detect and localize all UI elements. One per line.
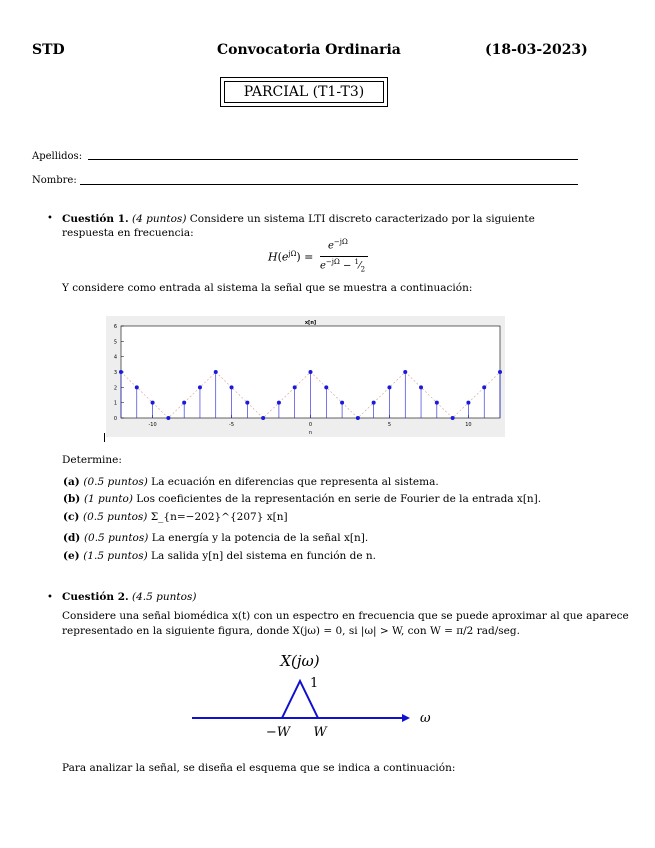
x-tick-label: 0	[308, 422, 313, 428]
item-points: (1 punto)	[83, 493, 137, 505]
stem-point	[498, 370, 502, 374]
determine-label: Determine:	[62, 454, 122, 466]
title-box	[220, 77, 388, 107]
y-tick-label: 2	[113, 385, 117, 392]
item-points: (1.5 puntos)	[83, 550, 152, 562]
stem-point	[387, 385, 391, 389]
q1-item-a	[63, 475, 439, 489]
spectrum-plot	[180, 645, 440, 745]
exam-title: PARCIAL (T1-T3)	[224, 81, 384, 103]
q2-intro2: representado en la siguiente figura, donde X(jω) = 0, si |ω| > W, con W = π/2 rad/seg.	[62, 625, 520, 637]
item-text: Los coeficientes de la representación en serie de Fourier de la entrada x[n].	[136, 493, 542, 505]
apellidos-label: Apellidos:	[32, 151, 83, 162]
apellidos-field[interactable]	[88, 159, 578, 160]
stem-point	[293, 385, 297, 389]
stem-point	[403, 370, 407, 374]
q1-input-text: Y considere como entrada al sistema la señal que se muestra a continuación:	[62, 282, 473, 294]
q1-intro	[62, 212, 580, 240]
item-text: Σ_{n=−202}^{207} x[n]	[150, 511, 288, 523]
stem-point	[119, 370, 123, 374]
exam-date: (18-03-2023)	[485, 42, 588, 58]
item-text: La salida y[n] del sistema en función de n.	[151, 550, 377, 562]
stem-point	[198, 385, 202, 389]
q1-intro-text: Considere un sistema LTI discreto caracterizado por la siguiente respuesta en frecuencia:	[62, 213, 535, 239]
q1-points: (4 puntos)	[132, 213, 187, 225]
x-tick-label: 10	[465, 422, 472, 428]
neg-w-label: −W	[265, 725, 291, 740]
x-tick-label: -10	[148, 422, 157, 428]
plot-marker	[104, 433, 105, 442]
y-tick-label: 0	[113, 416, 117, 422]
input-signal-plot	[106, 316, 505, 437]
item-points: (0.5 puntos)	[83, 511, 151, 523]
nombre-field[interactable]	[80, 184, 578, 185]
stem-axes	[114, 320, 500, 436]
stem-point	[261, 416, 265, 420]
item-tag: (a)	[63, 476, 84, 488]
y-tick-label: 6	[113, 324, 117, 330]
item-tag: (e)	[63, 550, 84, 562]
item-tag: (d)	[63, 532, 84, 544]
stem-point	[151, 401, 155, 405]
q1-label: Cuestión 1.	[62, 213, 129, 225]
stem-point	[182, 401, 186, 405]
q1-item-b	[63, 492, 541, 506]
stem-point	[214, 370, 218, 374]
y-tick-label: 1	[113, 400, 117, 407]
stem-point	[166, 416, 170, 420]
q2-points: (4.5 puntos)	[132, 591, 197, 603]
item-points: (0.5 puntos)	[83, 532, 152, 544]
bullet-q1: •	[47, 213, 53, 224]
spectrum-triangle	[264, 681, 336, 718]
bullet-q2: •	[47, 592, 53, 603]
plot-title: x[n]	[304, 320, 317, 326]
q1-item-e	[63, 549, 376, 563]
stem-point	[419, 385, 423, 389]
stem-point	[466, 401, 470, 405]
y-tick-label: 3	[113, 370, 117, 376]
q2-intro1: Considere una señal biomédica x(t) con un espectro en frecuencia que se puede aproximar al que aparece	[62, 610, 629, 622]
q2-header	[62, 590, 196, 604]
spectrum-title: X(jω)	[280, 652, 320, 670]
stem-point	[245, 401, 249, 405]
item-tag: (b)	[63, 493, 84, 505]
item-text: La energía y la potencia de la señal x[n].	[151, 532, 369, 544]
stem-point	[340, 401, 344, 405]
stem-point	[372, 401, 376, 405]
exam-session: Convocatoria Ordinaria	[217, 42, 401, 58]
transfer-function: $H(e^{j\Omega})$ = $e^{-j\Omega}$ $e^{-j\Omega}$ − $^1⁄_2$	[268, 244, 388, 274]
stem-point	[451, 416, 455, 420]
stem-point	[277, 401, 281, 405]
item-text: La ecuación en diferencias que representa al sistema.	[151, 476, 439, 488]
stem-point	[309, 370, 313, 374]
spectrum-marks	[192, 652, 431, 740]
q1-item-d	[63, 531, 368, 545]
x-tick-label: 5	[387, 422, 392, 428]
stem-point	[482, 385, 486, 389]
peak-label: 1	[310, 676, 319, 691]
q2-closing: Para analizar la señal, se diseña el esquema que se indica a continuación:	[62, 762, 456, 774]
item-points: (0.5 puntos)	[83, 476, 152, 488]
nombre-label: Nombre:	[32, 175, 77, 186]
omega-label: ω	[420, 711, 431, 726]
y-tick-label: 5	[113, 339, 117, 346]
stem-point	[135, 385, 139, 389]
item-tag: (c)	[63, 511, 83, 523]
stem-point	[435, 401, 439, 405]
q1-item-c	[63, 510, 288, 524]
course-code: STD	[32, 42, 65, 58]
axis-arrow	[402, 714, 410, 722]
q2-label: Cuestión 2.	[62, 591, 129, 603]
x-tick-label: -5	[229, 422, 235, 428]
w-label: W	[313, 725, 327, 740]
y-tick-label: 4	[113, 354, 117, 361]
x-axis-label: n	[308, 430, 313, 436]
stem-point	[230, 385, 234, 389]
stem-point	[356, 416, 360, 420]
stem-point	[324, 385, 328, 389]
